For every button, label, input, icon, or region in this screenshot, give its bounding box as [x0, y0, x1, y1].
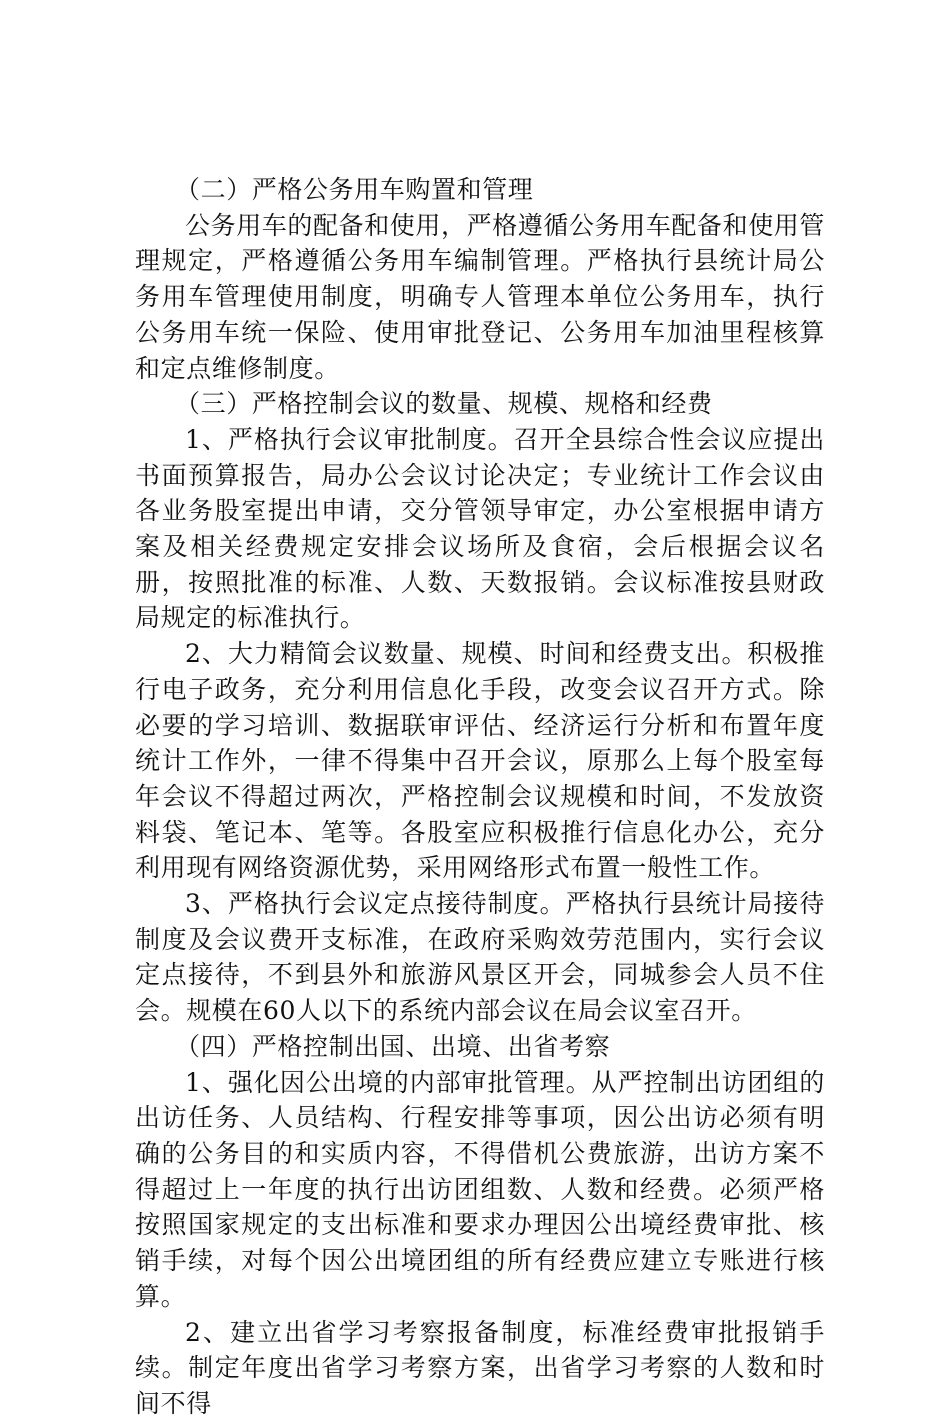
- paragraph-overseas-approval: 1、强化因公出境的内部审批管理。从严控制出访团组的出访任务、人员结构、行程安排等事项，因公出访必须有明确的公务目的和实质内容，不得借机公费旅游，出访方案不得超过上一年度的执行出访团组数、人数和经费。必须严格按照国家规定的支出标准和要求办理因公出境经费审批、核销手续，对每个因公出境团组的所有经费应建立专账进行核算。: [135, 1067, 825, 1311]
- paragraph-meeting-approval: 1、严格执行会议审批制度。召开全县综合性会议应提出书面预算报告，局办公会议讨论决定；专业统计工作会议由各业务股室提出申请，交分管领导审定，办公室根据申请方案及相关经费规定安排会议场所及食宿，会后根据会议名册，按照批准的标准、人数、天数报销。会议标准按县财政局规定的标准执行。: [135, 424, 825, 633]
- section-heading-3: （三）严格控制会议的数量、规模、规格和经费: [175, 389, 713, 419]
- paragraph-meeting-reduction: 2、大力精简会议数量、规模、时间和经费支出。积极推行电子政务，充分利用信息化手段，改变会议召开方式。除必要的学习培训、数据联审评估、经济运行分析和布置年度统计工作外，一律不得集中召开会议，原那么上每个股室每年会议不得超过两次，严格控制会议规模和时间，不发放资料袋、笔记本、笔等。各股室应积极推行信息化办公，充分利用现有网络资源优势，采用网络形式布置一般性工作。: [135, 639, 825, 883]
- section-heading-2: （二）严格公务用车购置和管理: [175, 175, 534, 204]
- section-heading-4: （四）严格控制出国、出境、出省考察: [175, 1031, 611, 1061]
- paragraph-meeting-reception: 3、严格执行会议定点接待制度。严格执行县统计局接待制度及会议费开支标准，在政府采购效劳范围内，实行会议定点接待，不到县外和旅游风景区开会，同城参会人员不住会。规模在60人以下的系统内部会议在局会议室召开。: [135, 889, 825, 1026]
- paragraph-provincial-study: 2、建立出省学习考察报备制度，标准经费审批报销手续。制定年度出省学习考察方案，出省学习考察的人数和时间不得: [135, 1317, 825, 1418]
- paragraph-vehicle-management: 公务用车的配备和使用，严格遵循公务用车配备和使用管理规定，严格遵循公务用车编制管理。严格执行县统计局公务用车管理使用制度，明确专人管理本单位公务用车，执行公务用车统一保险、使用审批登记、公务用车加油里程核算和定点维修制度。: [135, 210, 826, 383]
- document-body: [135, 172, 825, 1422]
